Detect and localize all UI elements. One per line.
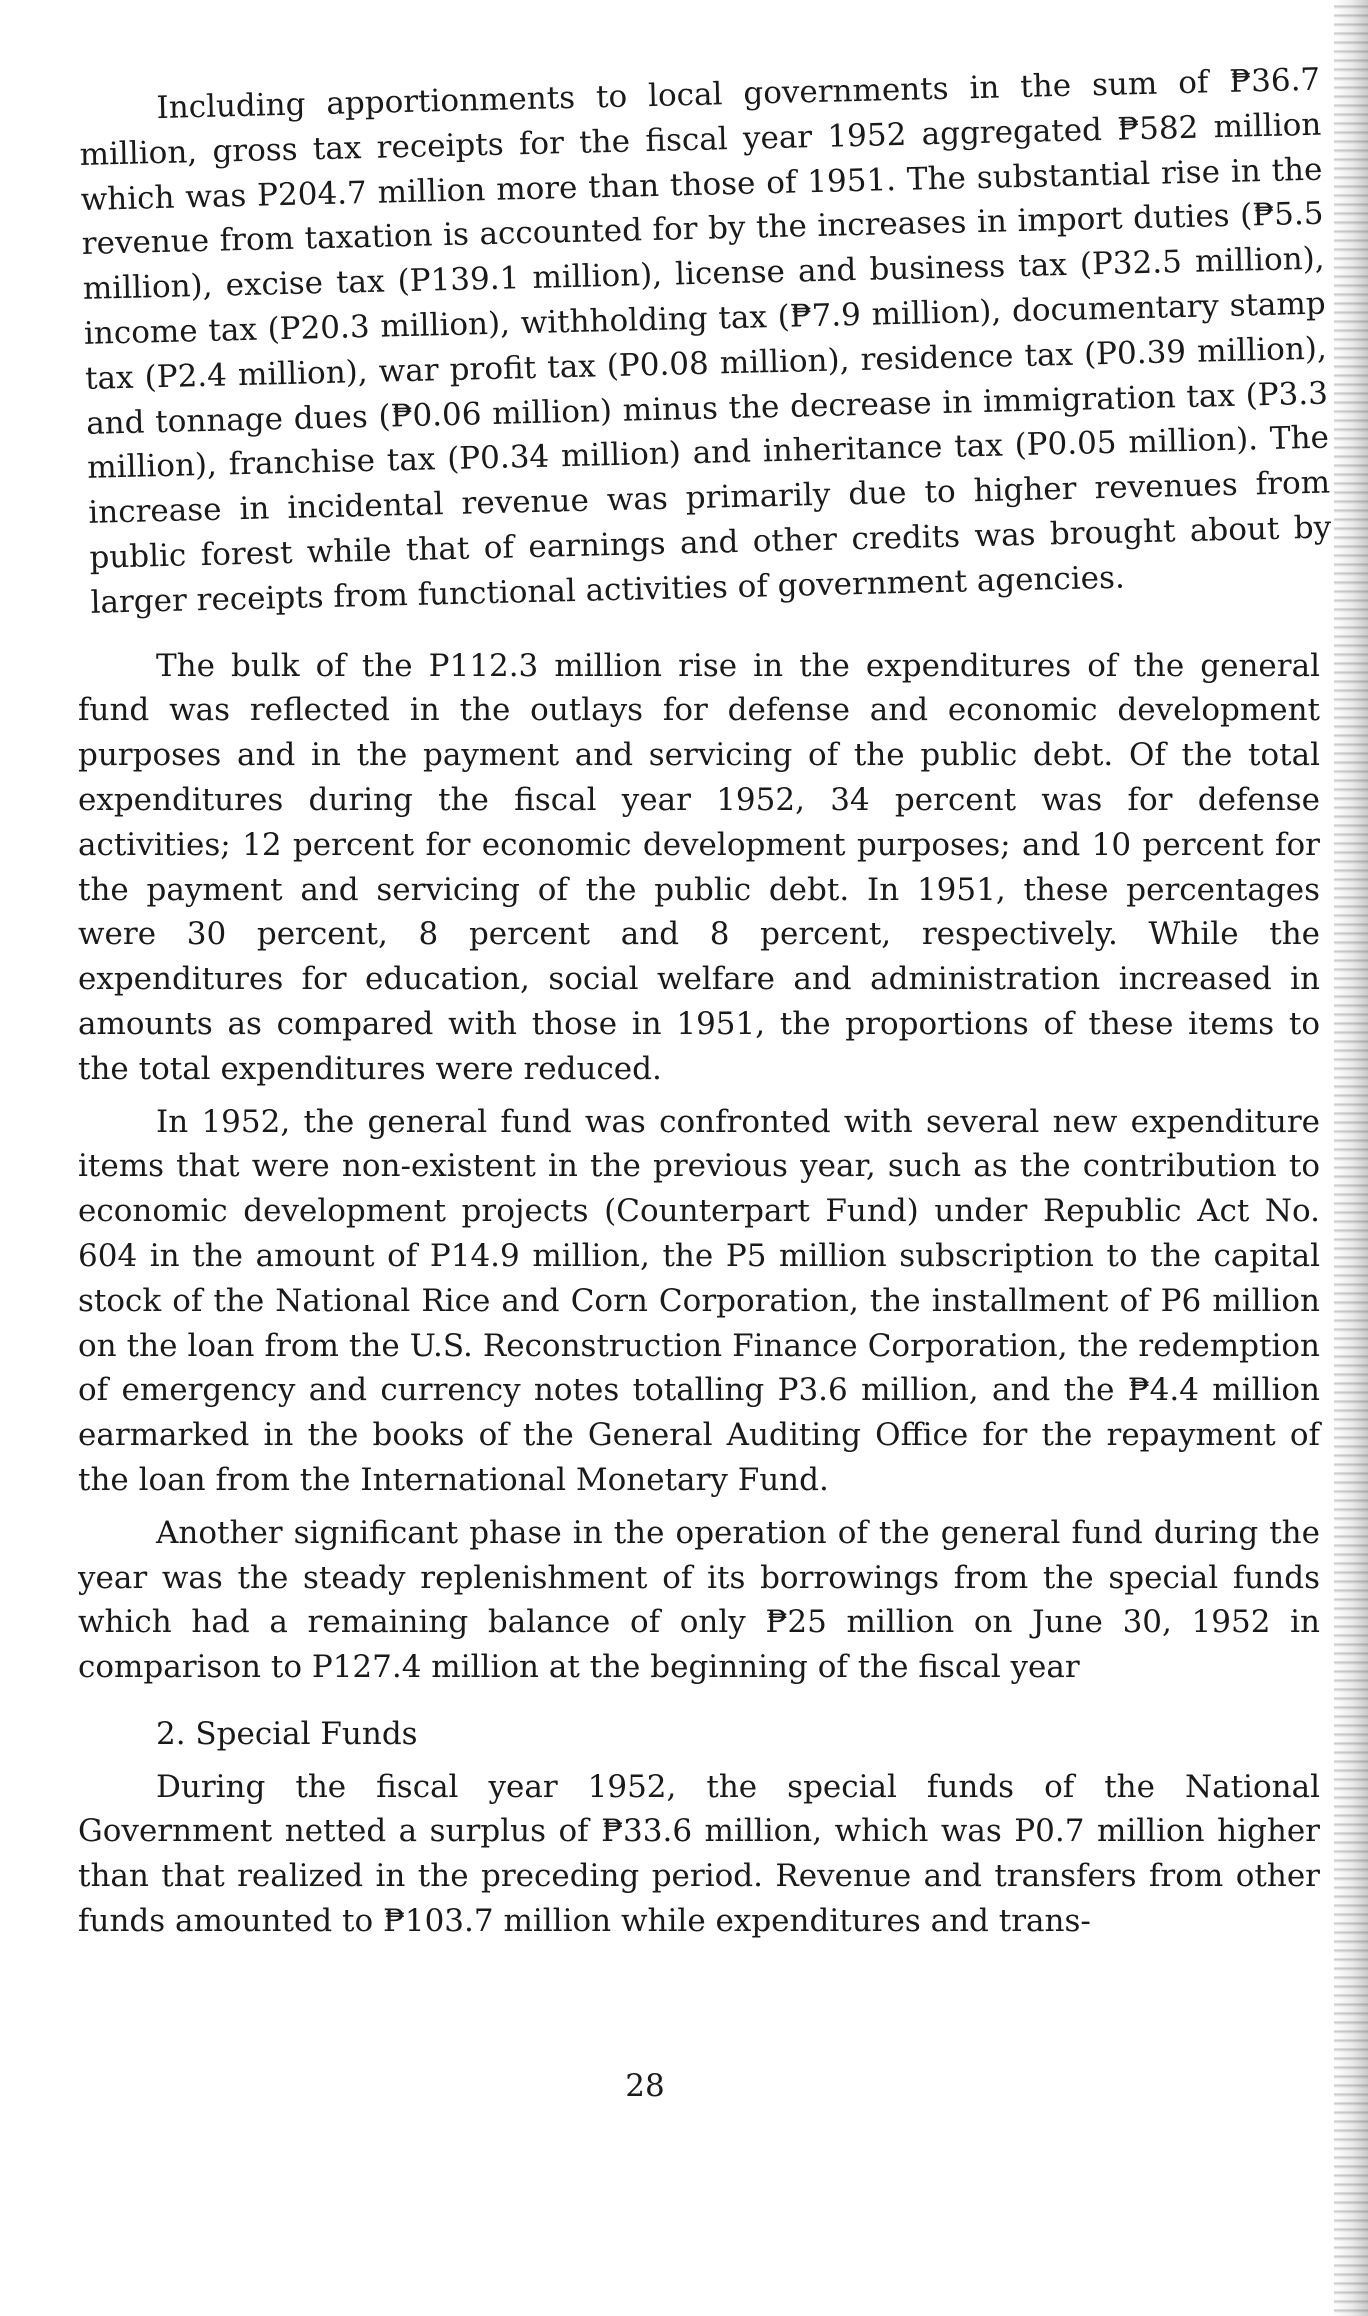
paragraph-replenishment: Another significant phase in the operation of the general fund during the year was the steady replenishment of its borrowings from the special funds which had a remaining balance of only ₱25 million on June 30, 1952 in comparison to P127.4 million at the beginning of the fiscal year	[78, 1514, 1320, 1686]
page-number: 28	[625, 2068, 665, 2104]
paragraph-expenditures: The bulk of the P112.3 million rise in the expenditures of the general fund was reflected in the outlays for defense and economic development purposes and in the payment and servicing of the public debt. Of the total expenditures during the fiscal year 1952, 34 percent was for defense activities; 12 percent for economic development purposes; and 10 percent for the payment and servicing of the public debt. In 1951, these percentages were 30 percent, 8 percent and 8 percent, respectively. While the expenditures for education, social welfare and administration increased in amounts as compared with those in 1951, the proportions of these items to the total expenditures were reduced.	[78, 647, 1320, 1087]
section-heading-special-funds: 2. Special Funds	[156, 1715, 418, 1752]
paragraph-new-expenditure-items: In 1952, the general fund was confronted with several new expenditure items that were non-existent in the previous year, such as the contribution to economic development projects (Counterpart Fund) under Republic Act No. 604 in the amount of P14.9 million, the P5 million subscription to the capital stock of the National Rice and Corn Corporation, the installment of P6 million on the loan from the U.S. Reconstruction Finance Corporation, the redemption of emergency and currency notes totalling P3.6 million, and the ₱4.4 million earmarked in the books of the General Auditing Office for the repayment of the loan from the International Monetary Fund.	[78, 1103, 1320, 1498]
scan-edge-shadow	[1334, 0, 1368, 2316]
document-page	[78, 61, 1332, 1952]
paragraph-tax-receipts: Including apportionments to local governments in the sum of ₱36.7 million, gross tax receipts for the fiscal year 1952 aggregated ₱582 million which was P204.7 million more than those of 1951. The substantial rise in the revenue from taxation is accounted for by the increases in import duties (₱5.5 million), excise tax (P139.1 million), license and business tax (P32.5 million), income tax (P20.3 million), withholding tax (₱7.9 million), documentary stamp tax (P2.4 million), war profit tax (P0.08 million), residence tax (P0.39 million), and tonnage dues (₱0.06 million) minus the decrease in immigration tax (P3.3 million), franchise tax (P0.34 million) and inheritance tax (P0.05 million). The increase in incidental revenue was primarily due to higher revenues from public forest while that of earnings and other credits was brought about by larger receipts from functional activities of government agencies.	[79, 61, 1332, 621]
paragraph-special-funds: During the fiscal year 1952, the special funds of the National Government netted a surplus of ₱33.6 million, which was P0.7 million higher than that realized in the preceding period. Revenue and transfers from other funds amounted to ₱103.7 million while expenditures and trans-	[78, 1768, 1320, 1940]
